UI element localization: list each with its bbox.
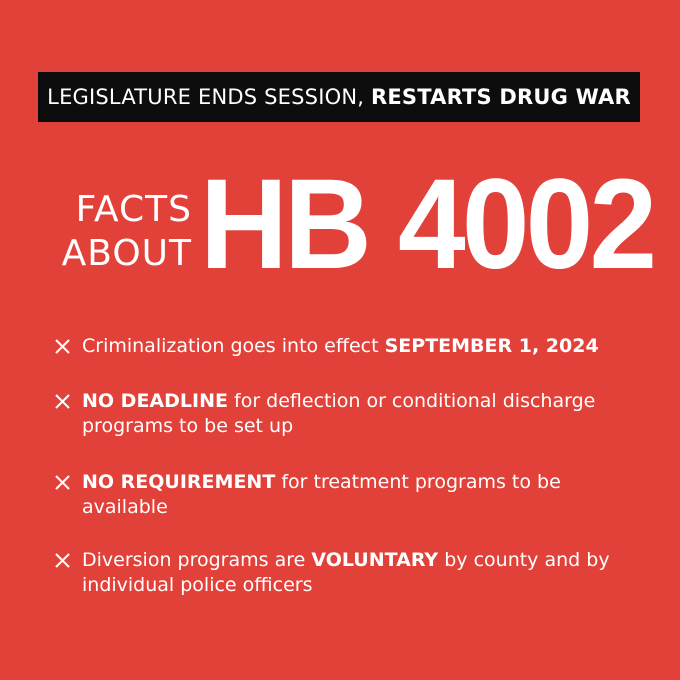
facts-list xyxy=(54,334,644,628)
fact-text-after: for treatment programs to be available xyxy=(82,471,561,518)
banner-text xyxy=(47,85,631,109)
x-icon xyxy=(54,338,71,355)
fact-text-before: Criminalization goes into effect xyxy=(82,335,379,357)
x-icon xyxy=(54,552,71,569)
fact-text xyxy=(82,549,610,596)
banner-bold-text: RESTARTS DRUG WAR xyxy=(371,85,631,109)
x-icon xyxy=(54,474,71,491)
fact-item xyxy=(54,470,644,520)
bill-number-title: HB 4002 xyxy=(200,153,654,296)
fact-text-bold: NO REQUIREMENT xyxy=(82,471,276,493)
fact-text-bold: VOLUNTARY xyxy=(311,549,439,571)
fact-item xyxy=(54,389,644,439)
banner-normal-text: LEGISLATURE ENDS SESSION, xyxy=(47,85,365,109)
fact-text-bold: NO DEADLINE xyxy=(82,390,228,412)
fact-item xyxy=(54,334,644,359)
fact-text xyxy=(82,335,599,357)
facts-about-label xyxy=(40,188,192,276)
facts-label: FACTS xyxy=(75,189,192,230)
fact-text xyxy=(82,390,595,437)
fact-text-before: Diversion programs are xyxy=(82,549,306,571)
fact-text-after: for deflection or conditional discharge programs to be set up xyxy=(82,390,596,437)
headline-banner xyxy=(38,72,640,122)
fact-text-after: by county and by individual police officers xyxy=(82,549,610,596)
about-label: ABOUT xyxy=(61,233,192,274)
fact-item xyxy=(54,548,644,598)
x-icon xyxy=(54,393,71,410)
fact-text-bold: SEPTEMBER 1, 2024 xyxy=(384,335,599,357)
fact-text xyxy=(82,471,561,518)
